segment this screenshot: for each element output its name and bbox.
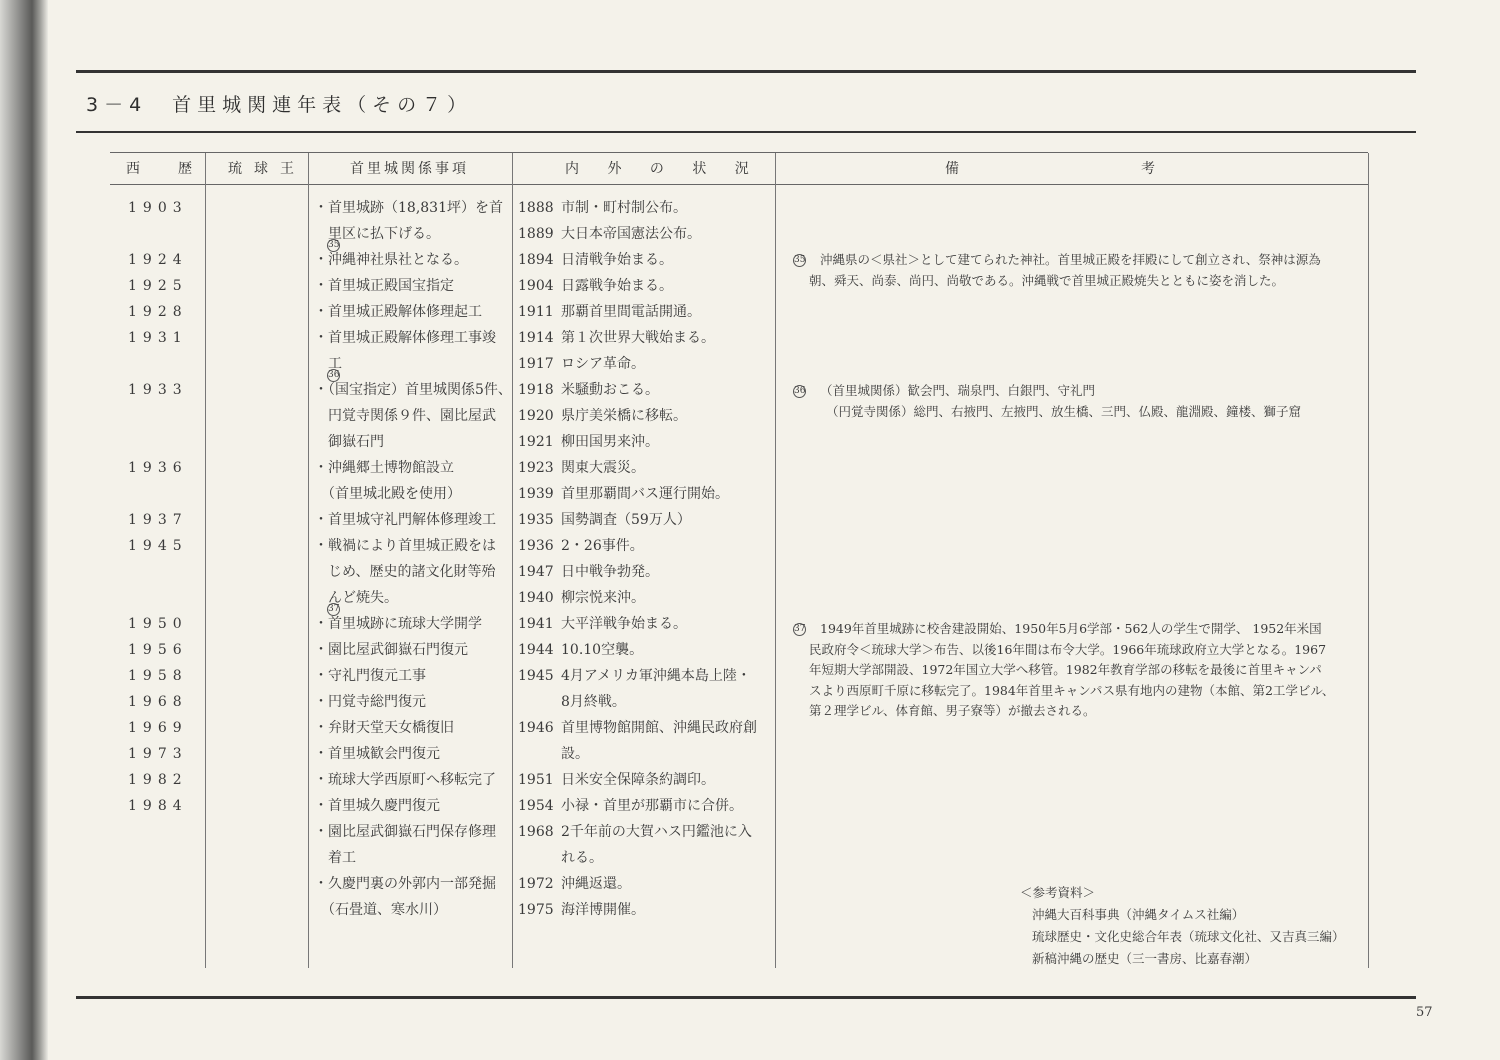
shuri-event-line: 着工	[314, 850, 356, 866]
domestic-year: 1923	[518, 460, 554, 476]
domestic-event: 8月終戦。	[561, 694, 626, 710]
year-cell: 1924	[128, 252, 188, 268]
domestic-year: 1889	[518, 226, 554, 242]
shuri-event-line: ・沖縄神社県社となる。	[314, 252, 468, 268]
domestic-event: 日中戦争勃発。	[561, 564, 659, 580]
shuri-event-line: じめ、歴史的諸文化財等殆	[314, 564, 496, 580]
domestic-year: 1917	[518, 356, 554, 372]
domestic-year: 1951	[518, 772, 554, 788]
shuri-event-line: ・久慶門裏の外郭内一部発掘	[314, 876, 496, 892]
year-cell: 1969	[128, 720, 188, 736]
shuri-event-line: ・沖縄郷土博物館設立	[314, 460, 454, 476]
note-line	[793, 250, 1321, 271]
year-cell: 1956	[128, 642, 188, 658]
domestic-event: 国勢調査（59万人）	[561, 512, 691, 528]
references	[1020, 882, 1345, 970]
domestic-year: 1894	[518, 252, 554, 268]
domestic-event: れる。	[561, 850, 603, 866]
page-title: 3－4 首里城関連年表（その７）	[86, 94, 473, 116]
note-text: （首里城関係）歓会門、瑞泉門、白銀門、守礼門	[820, 383, 1096, 398]
domestic-year: 1911	[518, 304, 554, 320]
domestic-year: 1935	[518, 512, 554, 528]
note-marker: 36	[328, 370, 340, 380]
shuri-event-line: ・円覚寺総門復元	[314, 694, 426, 710]
year-cell: 1903	[128, 200, 188, 216]
shuri-event-line: 円覚寺関係９件、園比屋武	[314, 408, 496, 424]
note-line: 民政府令＜琉球大学＞布告、以後16年間は布令大学。1966年琉球政府立大学となる。1967	[809, 641, 1327, 657]
header-domestic: 内 外 の 状 況	[565, 161, 761, 177]
shuri-event-line: ・（国宝指定）首里城関係5件、	[314, 382, 512, 398]
shuri-event-line: ・首里城正殿国宝指定	[314, 278, 454, 294]
note-35	[793, 250, 1321, 291]
note-37	[793, 619, 1334, 722]
note-line: 朝、舜天、尚泰、尚円、尚敬である。沖縄戦で首里城正殿焼失とともに姿を消した。	[809, 272, 1285, 288]
year-cell: 1936	[128, 460, 188, 476]
note-line: 第２理学ビル、体育館、男子寮等）が撤去される。	[809, 703, 1096, 718]
column-divider	[512, 153, 513, 968]
domestic-year: 1921	[518, 434, 554, 450]
shuri-event-line: ・首里城正殿解体修理工事竣	[314, 330, 496, 346]
domestic-event: 4月アメリカ軍沖縄本島上陸・	[561, 668, 751, 684]
note-line	[793, 381, 1301, 402]
domestic-event: 米騒動おこる。	[561, 382, 659, 398]
shuri-event-line: （石畳道、寒水川）	[314, 902, 447, 918]
column-divider	[775, 153, 776, 968]
year-cell: 1982	[128, 772, 188, 788]
note-text: 沖縄県の＜県社＞として建てられた神社。首里城正殿を拝殿にして創立され、祭神は源為	[820, 252, 1321, 267]
note-number: 35	[794, 255, 806, 265]
note-line: スより西原町千原に移転完了。1984年首里キャンパス県有地内の建物（本館、第2工学ビル、	[809, 682, 1335, 698]
shuri-event-line: ・守礼門復元工事	[314, 668, 426, 684]
domestic-year: 1944	[518, 642, 554, 658]
year-cell: 1950	[128, 616, 188, 632]
shuri-event-line: 御嶽石門	[314, 434, 384, 450]
domestic-event: 柳宗悦来沖。	[561, 590, 645, 606]
domestic-year: 1941	[518, 616, 554, 632]
domestic-year: 1918	[518, 382, 554, 398]
note-text: 1949年首里城跡に校舎建設開始、1950年5月6学部・562人の学生で開学、 1952年米国	[820, 621, 1322, 636]
shuri-event-line: ・首里城跡（18,831坪）を首	[314, 200, 503, 216]
note-number: 37	[794, 624, 806, 634]
column-divider	[308, 153, 309, 968]
domestic-event: 県庁美栄橋に移転。	[561, 408, 687, 424]
year-cell: 1928	[128, 304, 188, 320]
domestic-year: 1936	[518, 538, 554, 554]
header-top-line	[110, 152, 1368, 153]
domestic-event: 日米安全保障条約調印。	[561, 772, 715, 788]
note-marker: 37	[328, 604, 340, 614]
header-notes: 備 考	[945, 161, 1155, 177]
domestic-year: 1968	[518, 824, 554, 840]
shuri-event-line: 里区に払下げる。	[314, 226, 440, 242]
domestic-year: 1940	[518, 590, 554, 606]
column-divider	[1368, 153, 1369, 968]
domestic-year: 1975	[518, 902, 554, 918]
domestic-year: 1946	[518, 720, 554, 736]
references-heading: ＜参考資料＞	[1020, 885, 1096, 900]
note-line: （円覚寺関係）総門、右掖門、左掖門、放生橋、三門、仏殿、龍淵殿、鐘楼、獅子窟	[826, 403, 1302, 419]
shuri-event-line: （首里城北殿を使用）	[314, 486, 461, 502]
shuri-event-line: ・首里城守礼門解体修理竣工	[314, 512, 496, 528]
domestic-event: ロシア革命。	[561, 356, 645, 372]
domestic-year: 1954	[518, 798, 554, 814]
shuri-event-line: ・首里城正殿解体修理起工	[314, 304, 482, 320]
year-cell: 1984	[128, 798, 188, 814]
top-rule	[76, 70, 1416, 73]
header-shuri: 首里城関係事項	[350, 161, 469, 177]
note-line	[793, 619, 1334, 640]
domestic-event: 関東大震災。	[561, 460, 645, 476]
domestic-event: 首里那覇間バス運行開始。	[561, 486, 729, 502]
reference-item: 沖縄大百科事典（沖縄タイムス社編）	[1032, 907, 1245, 922]
column-divider	[205, 153, 206, 968]
year-cell: 1937	[128, 512, 188, 528]
shuri-event-line: ・琉球大学西原町へ移転完了	[314, 772, 496, 788]
domestic-year: 1972	[518, 876, 554, 892]
year-cell: 1925	[128, 278, 188, 294]
year-cell: 1931	[128, 330, 188, 346]
domestic-event: 市制・町村制公布。	[561, 200, 687, 216]
year-cell: 1968	[128, 694, 188, 710]
reference-item: 琉球歴史・文化史総合年表（琉球文化社、又吉真三編）	[1032, 929, 1345, 944]
header-king: 琉球王	[228, 161, 306, 177]
shuri-event-line: ・弁財天堂天女橋復旧	[314, 720, 454, 736]
shuri-event-line: ・園比屋武御嶽石門復元	[314, 642, 468, 658]
header-bottom-line	[110, 184, 1368, 185]
domestic-event: 沖縄返還。	[561, 876, 631, 892]
title-rule	[76, 131, 1416, 133]
domestic-event: 第１次世界大戦始まる。	[561, 330, 715, 346]
domestic-year: 1904	[518, 278, 554, 294]
domestic-event: 大平洋戦争始まる。	[561, 616, 687, 632]
page-number: 57	[1416, 1005, 1433, 1020]
domestic-year: 1945	[518, 668, 554, 684]
year-cell: 1945	[128, 538, 188, 554]
domestic-event: 那覇首里間電話開通。	[561, 304, 701, 320]
note-36	[793, 381, 1301, 422]
year-cell: 1933	[128, 382, 188, 398]
book-binding-shadow	[0, 0, 48, 1060]
shuri-event-line: ・戦禍により首里城正殿をは	[314, 538, 496, 554]
domestic-event: 2・26事件。	[561, 538, 644, 554]
domestic-event: 日清戦争始まる。	[561, 252, 673, 268]
year-cell: 1973	[128, 746, 188, 762]
domestic-event: 海洋博開催。	[561, 902, 645, 918]
domestic-event: 柳田国男来沖。	[561, 434, 659, 450]
shuri-event-line: ・首里城歓会門復元	[314, 746, 440, 762]
bottom-rule	[76, 996, 1416, 999]
shuri-event-line: 工	[314, 356, 342, 372]
header-year: 西 歴	[126, 161, 204, 177]
year-cell: 1958	[128, 668, 188, 684]
note-line: 年短期大学部開設、1972年国立大学へ移管。1982年教育学部の移転を最後に首里キャンパ	[809, 662, 1322, 677]
domestic-year: 1888	[518, 200, 554, 216]
domestic-event: 2千年前の大賀ハス円鑑池に入	[561, 824, 752, 840]
domestic-year: 1939	[518, 486, 554, 502]
domestic-year: 1920	[518, 408, 554, 424]
domestic-event: 日露戦争始まる。	[561, 278, 673, 294]
domestic-event: 大日本帝国憲法公布。	[561, 226, 701, 242]
shuri-event-line: ・首里城久慶門復元	[314, 798, 440, 814]
domestic-event: 10.10空襲。	[561, 642, 644, 658]
reference-item: 新稿沖縄の歴史（三一書房、比嘉春潮）	[1032, 951, 1258, 966]
shuri-event-line: ・首里城跡に琉球大学開学	[314, 616, 482, 632]
domestic-event: 小禄・首里が那覇市に合併。	[561, 798, 743, 814]
domestic-year: 1914	[518, 330, 554, 346]
note-marker: 35	[328, 240, 340, 250]
domestic-year: 1947	[518, 564, 554, 580]
note-number: 36	[794, 386, 806, 396]
shuri-event-line: んど焼失。	[314, 590, 398, 606]
shuri-event-line: ・園比屋武御嶽石門保存修理	[314, 824, 496, 840]
domestic-event: 首里博物館開館、沖縄民政府創	[561, 720, 757, 736]
domestic-event: 設。	[561, 746, 589, 762]
